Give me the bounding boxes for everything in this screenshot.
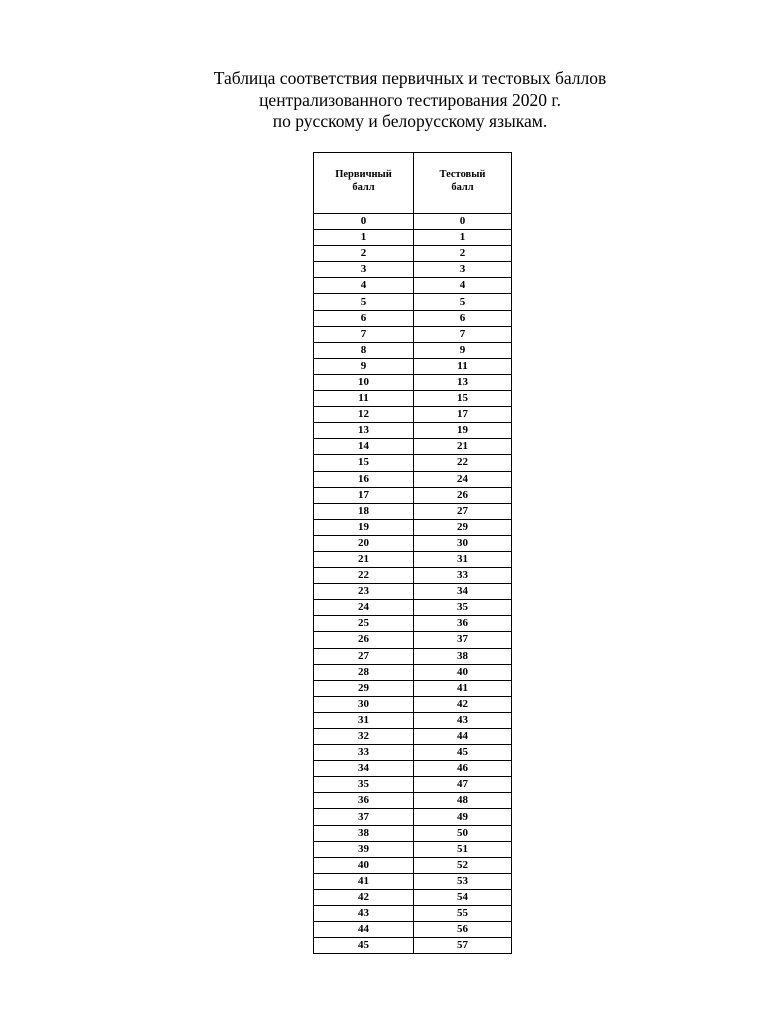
primary-score-cell: 37: [314, 809, 414, 825]
primary-score-cell: 22: [314, 568, 414, 584]
primary-score-cell: 11: [314, 391, 414, 407]
test-score-cell: 2: [414, 246, 512, 262]
primary-score-cell: 39: [314, 841, 414, 857]
test-score-cell: 6: [414, 310, 512, 326]
test-score-cell: 3: [414, 262, 512, 278]
test-score-cell: 50: [414, 825, 512, 841]
primary-score-cell: 15: [314, 455, 414, 471]
table-row: [314, 616, 512, 632]
primary-score-cell: 7: [314, 326, 414, 342]
test-score-cell: 15: [414, 391, 512, 407]
table-row: [314, 214, 512, 230]
table-row: [314, 889, 512, 905]
test-score-cell: 45: [414, 745, 512, 761]
primary-score-cell: 19: [314, 519, 414, 535]
table-row: [314, 230, 512, 246]
table-row: [314, 584, 512, 600]
test-score-cell: 13: [414, 374, 512, 390]
table-row: [314, 600, 512, 616]
table-body: [314, 214, 512, 954]
test-score-cell: 9: [414, 342, 512, 358]
test-score-cell: 56: [414, 922, 512, 938]
test-score-cell: 52: [414, 857, 512, 873]
table-row: [314, 922, 512, 938]
test-score-cell: 44: [414, 729, 512, 745]
document-title: [0, 68, 768, 133]
primary-score-cell: 36: [314, 793, 414, 809]
primary-score-cell: 38: [314, 825, 414, 841]
primary-score-cell: 29: [314, 680, 414, 696]
test-score-cell: 5: [414, 294, 512, 310]
primary-score-cell: 12: [314, 407, 414, 423]
test-score-cell: 4: [414, 278, 512, 294]
header-primary-score-line1: Первичный: [335, 169, 392, 180]
primary-score-cell: 33: [314, 745, 414, 761]
primary-score-cell: 21: [314, 551, 414, 567]
primary-score-cell: 17: [314, 487, 414, 503]
table-row: [314, 326, 512, 342]
table-row: [314, 729, 512, 745]
primary-score-cell: 16: [314, 471, 414, 487]
title-line-2: централизованного тестирования 2020 г.: [259, 89, 561, 110]
header-primary-score-line2: балл: [352, 182, 375, 193]
test-score-cell: 0: [414, 214, 512, 230]
test-score-cell: 40: [414, 664, 512, 680]
table-row: [314, 938, 512, 954]
primary-score-cell: 25: [314, 616, 414, 632]
table-row: [314, 310, 512, 326]
primary-score-cell: 8: [314, 342, 414, 358]
test-score-cell: 21: [414, 439, 512, 455]
test-score-cell: 49: [414, 809, 512, 825]
test-score-cell: 26: [414, 487, 512, 503]
primary-score-cell: 18: [314, 503, 414, 519]
primary-score-cell: 44: [314, 922, 414, 938]
table-row: [314, 407, 512, 423]
primary-score-cell: 2: [314, 246, 414, 262]
table-row: [314, 423, 512, 439]
table-row: [314, 455, 512, 471]
test-score-cell: 57: [414, 938, 512, 954]
table-row: [314, 568, 512, 584]
score-conversion-table: [313, 152, 512, 954]
test-score-cell: 34: [414, 584, 512, 600]
table-row: [314, 551, 512, 567]
test-score-cell: 35: [414, 600, 512, 616]
primary-score-cell: 20: [314, 535, 414, 551]
table-row: [314, 696, 512, 712]
table-row: [314, 841, 512, 857]
primary-score-cell: 5: [314, 294, 414, 310]
primary-score-cell: 4: [314, 278, 414, 294]
table-row: [314, 809, 512, 825]
primary-score-cell: 35: [314, 777, 414, 793]
test-score-cell: 1: [414, 230, 512, 246]
primary-score-cell: 0: [314, 214, 414, 230]
primary-score-cell: 6: [314, 310, 414, 326]
test-score-cell: 22: [414, 455, 512, 471]
table-row: [314, 793, 512, 809]
test-score-cell: 42: [414, 696, 512, 712]
table-row: [314, 535, 512, 551]
table-row: [314, 745, 512, 761]
test-score-cell: 46: [414, 761, 512, 777]
primary-score-cell: 13: [314, 423, 414, 439]
test-score-cell: 31: [414, 551, 512, 567]
primary-score-cell: 1: [314, 230, 414, 246]
test-score-cell: 17: [414, 407, 512, 423]
test-score-cell: 47: [414, 777, 512, 793]
primary-score-cell: 10: [314, 374, 414, 390]
test-score-cell: 53: [414, 873, 512, 889]
table-row: [314, 262, 512, 278]
table-row: [314, 680, 512, 696]
primary-score-cell: 41: [314, 873, 414, 889]
primary-score-cell: 42: [314, 889, 414, 905]
primary-score-cell: 31: [314, 712, 414, 728]
table-header-row: [314, 153, 512, 214]
table-row: [314, 632, 512, 648]
primary-score-cell: 27: [314, 648, 414, 664]
title-line-1: Таблица соответствия первичных и тестовых баллов: [213, 68, 607, 88]
test-score-cell: 7: [414, 326, 512, 342]
table-row: [314, 519, 512, 535]
table-row: [314, 246, 512, 262]
test-score-cell: 55: [414, 906, 512, 922]
table-row: [314, 503, 512, 519]
header-primary-score: [314, 153, 414, 214]
test-score-cell: 11: [414, 358, 512, 374]
primary-score-cell: 14: [314, 439, 414, 455]
test-score-cell: 30: [414, 535, 512, 551]
primary-score-cell: 45: [314, 938, 414, 954]
header-test-score-line2: балл: [451, 182, 474, 193]
primary-score-cell: 43: [314, 906, 414, 922]
table-row: [314, 358, 512, 374]
table-row: [314, 487, 512, 503]
test-score-cell: 51: [414, 841, 512, 857]
test-score-cell: 24: [414, 471, 512, 487]
primary-score-cell: 3: [314, 262, 414, 278]
table-row: [314, 825, 512, 841]
table-row: [314, 391, 512, 407]
table-row: [314, 342, 512, 358]
table-row: [314, 761, 512, 777]
test-score-cell: 41: [414, 680, 512, 696]
test-score-cell: 37: [414, 632, 512, 648]
title-line-3: по русскому и белорусскому языкам.: [272, 111, 548, 131]
table-row: [314, 712, 512, 728]
primary-score-cell: 23: [314, 584, 414, 600]
test-score-cell: 27: [414, 503, 512, 519]
primary-score-cell: 24: [314, 600, 414, 616]
table-row: [314, 648, 512, 664]
table-row: [314, 906, 512, 922]
primary-score-cell: 40: [314, 857, 414, 873]
test-score-cell: 43: [414, 712, 512, 728]
test-score-cell: 54: [414, 889, 512, 905]
test-score-cell: 38: [414, 648, 512, 664]
test-score-cell: 48: [414, 793, 512, 809]
header-test-score-line1: Тестовый: [439, 169, 486, 180]
header-test-score: [414, 153, 512, 214]
table-row: [314, 374, 512, 390]
primary-score-cell: 34: [314, 761, 414, 777]
table-row: [314, 294, 512, 310]
primary-score-cell: 32: [314, 729, 414, 745]
table-row: [314, 471, 512, 487]
table-row: [314, 857, 512, 873]
test-score-cell: 33: [414, 568, 512, 584]
table-row: [314, 278, 512, 294]
table-row: [314, 439, 512, 455]
table-row: [314, 873, 512, 889]
primary-score-cell: 28: [314, 664, 414, 680]
primary-score-cell: 9: [314, 358, 414, 374]
test-score-cell: 36: [414, 616, 512, 632]
test-score-cell: 19: [414, 423, 512, 439]
test-score-cell: 29: [414, 519, 512, 535]
table-row: [314, 664, 512, 680]
primary-score-cell: 26: [314, 632, 414, 648]
primary-score-cell: 30: [314, 696, 414, 712]
table-row: [314, 777, 512, 793]
